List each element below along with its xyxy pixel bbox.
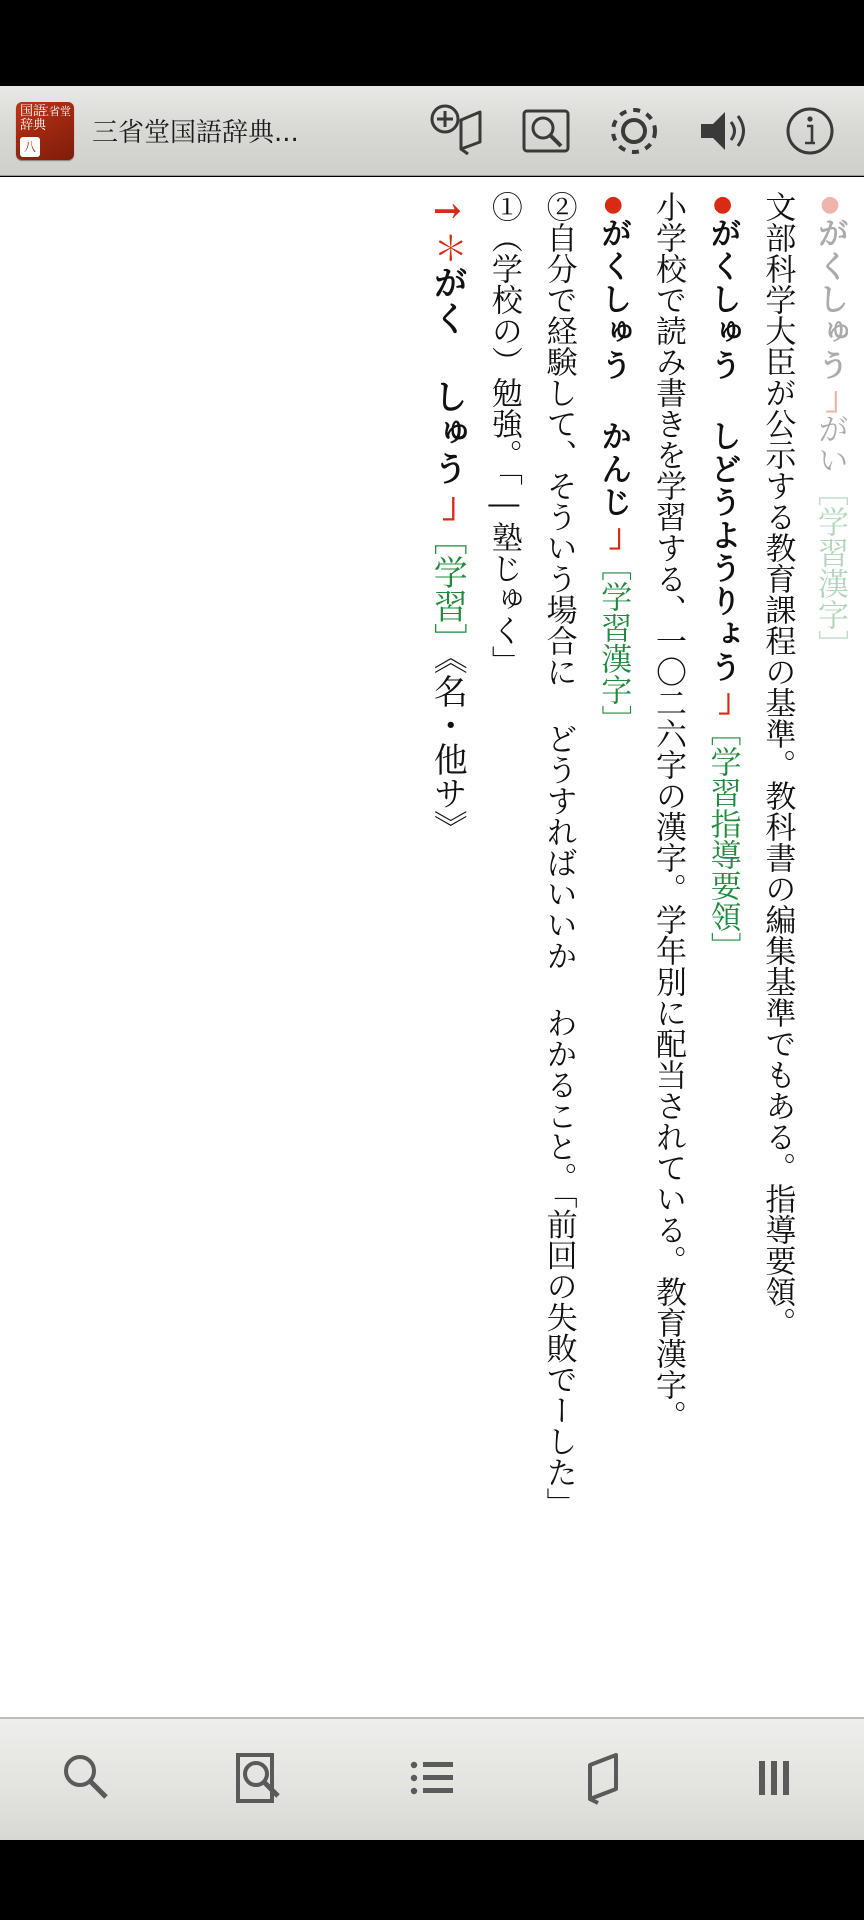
entry-body-text: がい <box>812 413 848 475</box>
settings-button[interactable] <box>590 89 678 173</box>
sense-text: ②自分で経験して、そういう場合に どうすればいいか わかること。「前回の失敗でーした」 <box>540 191 577 1519</box>
columns-button[interactable] <box>703 1725 853 1835</box>
app-icon-badge: 八 <box>20 137 40 157</box>
entry-shidou-youryou-body <box>751 191 804 1707</box>
info-icon <box>781 102 839 160</box>
entry-gakushuu-sense-2 <box>532 191 585 1707</box>
app-icon-line1: 国語 <box>20 103 47 119</box>
search-icon <box>55 1747 117 1814</box>
entry-kanji: ［学習］ <box>427 521 468 657</box>
dictionary-page[interactable] <box>0 177 864 1718</box>
search-in-page-button[interactable] <box>502 89 590 173</box>
page-search-icon <box>228 1747 290 1814</box>
add-bookmark-button[interactable] <box>414 89 502 173</box>
entry-star-mark: ＊ <box>427 231 468 265</box>
nav-bezel-bottom <box>0 1840 864 1920</box>
vertical-text-columns <box>415 177 864 1717</box>
info-button[interactable] <box>766 89 854 173</box>
bookmark-icon <box>574 1747 636 1814</box>
entry-bullet: ● <box>817 191 843 217</box>
entry-body-text: 文部科学大臣が公示する教育課程の基準。教科書の編集基準でもある。指導要領。 <box>759 191 796 1338</box>
list-icon <box>401 1747 463 1814</box>
add-bookmark-icon <box>428 102 488 160</box>
entry-gakushuu-head: →＊がく しゅう｣［学習］《名・他サ》 <box>427 191 468 844</box>
entry-headword: がくしゅう かんじ <box>595 217 632 519</box>
entry-partial-next: ●がくしゅう｣がい［学習漢字］ <box>812 191 848 661</box>
entry-bullet: ● <box>709 191 736 217</box>
entry-pos: 《名・他サ》 <box>427 657 468 844</box>
settings-gear-icon <box>603 101 665 161</box>
speaker-button[interactable] <box>678 89 766 173</box>
entry-arrow-mark: → <box>427 191 468 231</box>
bottom-toolbar <box>0 1718 864 1841</box>
entry-gakushuu-kanji-head: ●がくしゅう かんじ｣［学習漢字］ <box>595 191 632 736</box>
app-icon-line2: 辞典 <box>20 117 47 133</box>
list-button[interactable] <box>357 1725 507 1835</box>
columns-icon <box>747 1747 809 1814</box>
entry-gakushuu-sense-1 <box>477 191 530 1707</box>
page-search-button[interactable] <box>184 1725 334 1835</box>
search-button[interactable] <box>11 1725 161 1835</box>
entry-bullet: ● <box>600 191 627 217</box>
entry-kanji: ［学習漢字］ <box>595 550 632 736</box>
app-icon-line3: 三省堂 <box>38 104 71 118</box>
entry-headword: がくしゅう しどうようりょう <box>704 217 741 684</box>
entry-gakushuu-kanji-body <box>641 191 694 1707</box>
bookmark-button[interactable] <box>530 1725 680 1835</box>
status-bezel-top <box>0 0 864 86</box>
entry-kanji: ［学習漢字］ <box>812 475 848 661</box>
app-toolbar <box>0 86 864 176</box>
entry-headword: がくしゅう <box>812 217 848 382</box>
app-title: 三省堂国語辞典... <box>92 118 299 148</box>
app-icon[interactable] <box>16 102 74 160</box>
entry-shidou-youryou-head: ●がくしゅう しどうようりょう｣［学習指導要領］ <box>704 191 741 963</box>
entry-body-text: 小学校で読み書きを学習する、一〇二六字の漢字。学年別に配当されている。教育漢字。 <box>649 191 686 1431</box>
speaker-icon <box>691 102 753 160</box>
sense-text: ①（学校の）勉強。「―塾じゅく」 <box>485 191 522 677</box>
entry-headword: がく しゅう <box>427 265 468 487</box>
entry-kanji: ［学習指導要領］ <box>704 715 741 963</box>
search-in-page-icon <box>516 102 576 160</box>
